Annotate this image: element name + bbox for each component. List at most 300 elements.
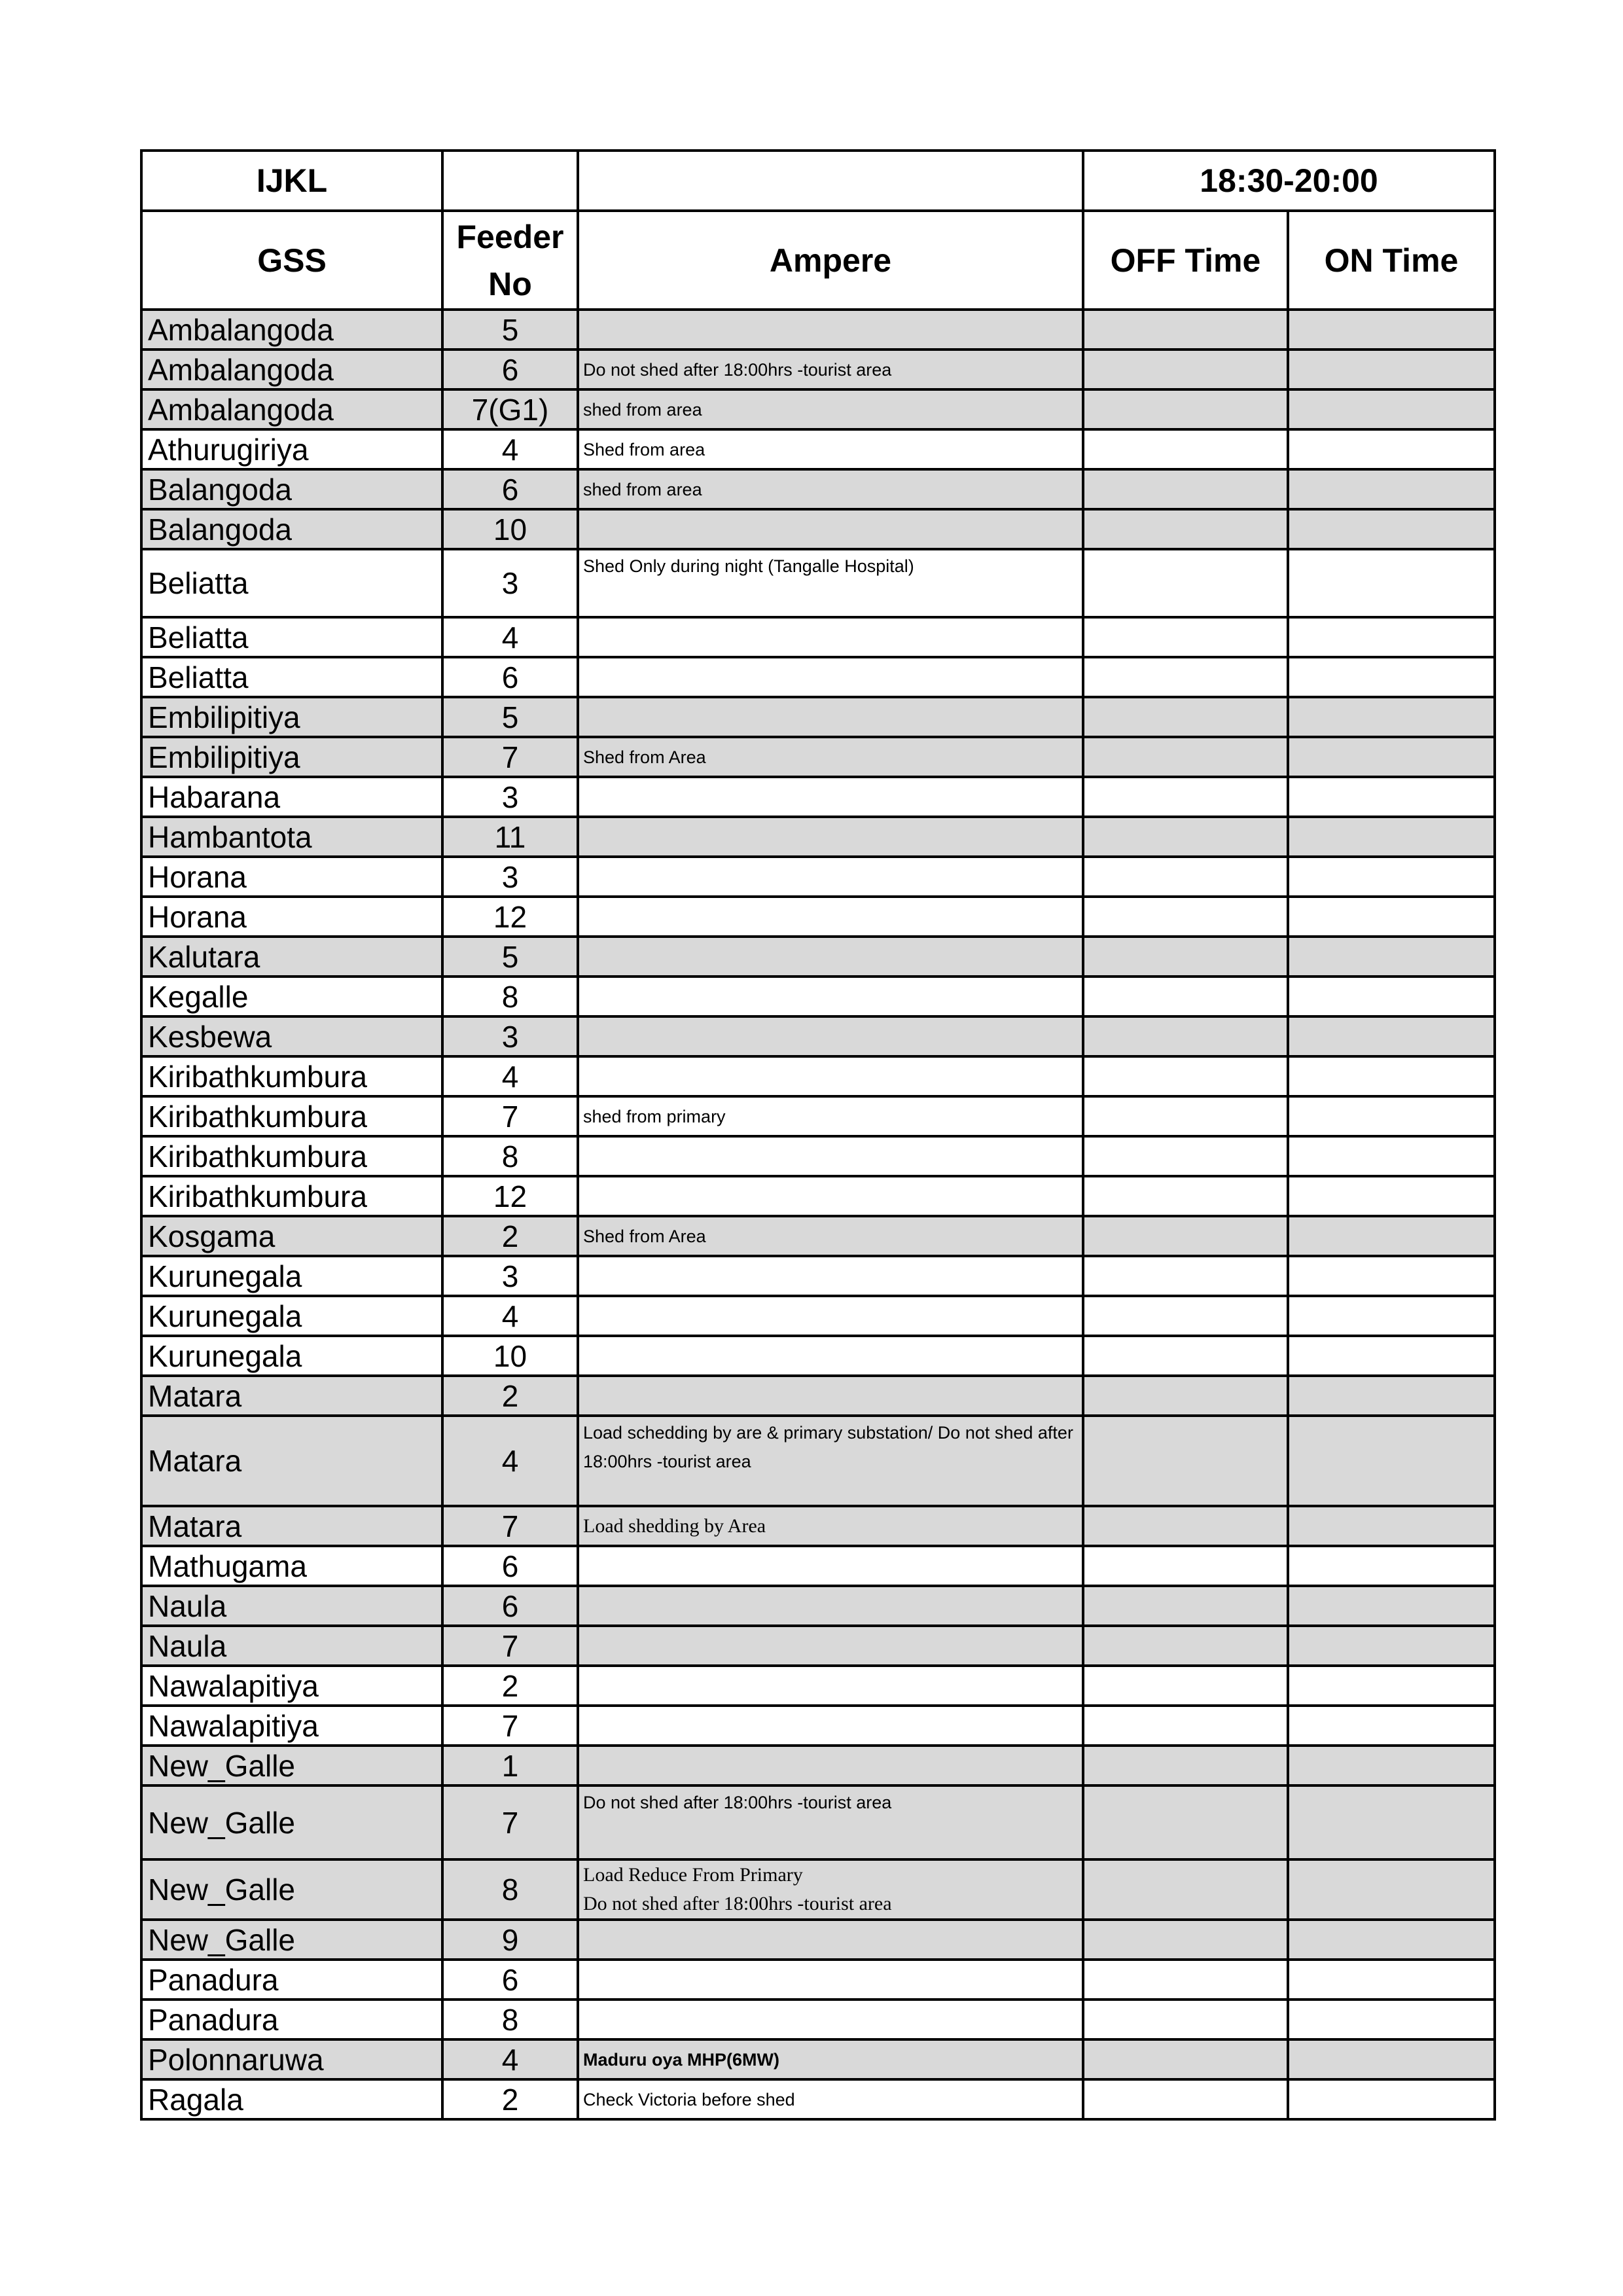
ampere-note: Shed from Area: [583, 1226, 706, 1246]
off-time-cell: [1083, 1336, 1288, 1376]
gss-name: New_Galle: [148, 1805, 295, 1840]
gss-name: Embilipitiya: [148, 700, 300, 734]
gss-cell: [141, 1666, 442, 1706]
feeder-no-cell: [442, 1216, 578, 1256]
gss-name: Panadura: [148, 2002, 279, 2037]
table-row: [141, 1626, 1495, 1666]
feeder-no: 2: [501, 2082, 519, 2117]
table-row: [141, 977, 1495, 1016]
off-time-cell: [1083, 1096, 1288, 1136]
on-time-cell: [1288, 1336, 1495, 1376]
gss-cell: [141, 2079, 442, 2119]
gss-name: Panadura: [148, 1962, 279, 1997]
feeder-no: 7: [501, 1805, 519, 1840]
feeder-no-cell: [442, 697, 578, 737]
gss-name: Horana: [148, 899, 247, 934]
ampere-cell: [578, 1176, 1083, 1216]
gss-cell: [141, 737, 442, 777]
off-time-cell: [1083, 1626, 1288, 1666]
on-time-cell: [1288, 777, 1495, 817]
ampere-cell: [578, 697, 1083, 737]
table-row: [141, 1920, 1495, 1960]
table-row: [141, 657, 1495, 697]
ampere-cell: [578, 429, 1083, 469]
feeder-no-cell: [442, 429, 578, 469]
off-time-cell: [1083, 937, 1288, 977]
gss-cell: [141, 1096, 442, 1136]
gss-cell: [141, 1546, 442, 1586]
gss-name: Matara: [148, 1509, 242, 1543]
feeder-no: 1: [501, 1748, 519, 1783]
gss-name: Kiribathkumbura: [148, 1139, 367, 1174]
on-time-cell: [1288, 1920, 1495, 1960]
ampere-cell: [578, 1416, 1083, 1506]
gss-cell: [141, 1706, 442, 1746]
feeder-no-cell: [442, 1586, 578, 1626]
on-time-cell: [1288, 389, 1495, 429]
gss-cell: [141, 897, 442, 937]
off-time-cell: [1083, 1256, 1288, 1296]
ampere-cell: [578, 1136, 1083, 1176]
time-slot-cell: [1083, 151, 1495, 211]
ampere-cell: [578, 549, 1083, 617]
ampere-cell: [578, 2039, 1083, 2079]
feeder-no-cell: [442, 1296, 578, 1336]
gss-cell: [141, 389, 442, 429]
off-time-cell: [1083, 1920, 1288, 1960]
ampere-cell: [578, 1056, 1083, 1096]
gss-cell: [141, 1746, 442, 1785]
ampere-cell: [578, 2079, 1083, 2119]
feeder-no: 4: [501, 1059, 519, 1094]
ampere-cell: [578, 1216, 1083, 1256]
feeder-no: 7: [501, 1708, 519, 1743]
gss-name: Nawalapitiya: [148, 1668, 319, 1703]
off-time-cell: [1083, 657, 1288, 697]
off-time-cell: [1083, 310, 1288, 350]
off-time-cell: [1083, 1506, 1288, 1546]
column-header-off-time-label: OFF Time: [1110, 242, 1261, 279]
feeder-no-cell: [442, 549, 578, 617]
on-time-cell: [1288, 697, 1495, 737]
table-row: [141, 897, 1495, 937]
on-time-cell: [1288, 1785, 1495, 1859]
table-row: [141, 1336, 1495, 1376]
ampere-note: Shed from area: [583, 439, 705, 459]
gss-name: Balangoda: [148, 472, 292, 507]
gss-cell: [141, 1960, 442, 2000]
table-row: [141, 1666, 1495, 1706]
feeder-no: 8: [501, 979, 519, 1014]
feeder-no-cell: [442, 1056, 578, 1096]
gss-name: Balangoda: [148, 512, 292, 547]
feeder-no: 7: [501, 740, 519, 774]
off-time-cell: [1083, 897, 1288, 937]
column-header-ampere: [578, 211, 1083, 310]
table-row: [141, 857, 1495, 897]
gss-name: Kalutara: [148, 939, 260, 974]
gss-cell: [141, 1416, 442, 1506]
on-time-cell: [1288, 2039, 1495, 2079]
feeder-no: 11: [494, 819, 526, 854]
feeder-no-cell: [442, 737, 578, 777]
on-time-cell: [1288, 1546, 1495, 1586]
on-time-cell: [1288, 1666, 1495, 1706]
gss-cell: [141, 857, 442, 897]
on-time-cell: [1288, 1376, 1495, 1416]
gss-name: Athurugiriya: [148, 432, 309, 467]
gss-cell: [141, 1626, 442, 1666]
feeder-no: 6: [501, 1588, 519, 1623]
off-time-cell: [1083, 469, 1288, 509]
group-title: IJKL: [256, 162, 328, 199]
feeder-no: 7: [501, 1509, 519, 1543]
off-time-cell: [1083, 1785, 1288, 1859]
feeder-no: 6: [501, 660, 519, 694]
table-row: [141, 937, 1495, 977]
gss-cell: [141, 1920, 442, 1960]
off-time-cell: [1083, 1056, 1288, 1096]
column-header-feeder-no-label: Feeder No: [456, 218, 564, 302]
feeder-no-cell: [442, 1416, 578, 1506]
gss-name: Habarana: [148, 780, 281, 814]
gss-cell: [141, 1056, 442, 1096]
gss-cell: [141, 617, 442, 657]
ampere-cell: [578, 2000, 1083, 2039]
feeder-no-cell: [442, 1859, 578, 1920]
table-row: [141, 1296, 1495, 1336]
off-time-cell: [1083, 350, 1288, 389]
feeder-no: 2: [501, 1668, 519, 1703]
table-row: [141, 737, 1495, 777]
feeder-no: 6: [501, 352, 519, 387]
feeder-no: 4: [501, 620, 519, 655]
ampere-cell: [578, 310, 1083, 350]
ampere-cell: [578, 1016, 1083, 1056]
feeder-no-cell: [442, 1376, 578, 1416]
feeder-no-cell: [442, 1506, 578, 1546]
off-time-cell: [1083, 1666, 1288, 1706]
on-time-cell: [1288, 737, 1495, 777]
ampere-note: Shed Only during night (Tangalle Hospital): [583, 556, 914, 576]
on-time-cell: [1288, 977, 1495, 1016]
gss-name: New_Galle: [148, 1922, 295, 1957]
column-header-feeder-no: [442, 211, 578, 310]
column-header-on-time-label: ON Time: [1324, 242, 1459, 279]
ampere-cell: [578, 389, 1083, 429]
gss-name: Matara: [148, 1444, 242, 1478]
on-time-cell: [1288, 1416, 1495, 1506]
on-time-cell: [1288, 897, 1495, 937]
feeder-no-cell: [442, 1096, 578, 1136]
gss-cell: [141, 1216, 442, 1256]
gss-cell: [141, 1859, 442, 1920]
gss-name: Ambalangoda: [148, 352, 334, 387]
gss-name: Kesbewa: [148, 1019, 272, 1054]
gss-name: Kosgama: [148, 1219, 276, 1253]
off-time-cell: [1083, 617, 1288, 657]
gss-cell: [141, 1256, 442, 1296]
ampere-note: shed from primary: [583, 1106, 726, 1126]
feeder-no: 7: [501, 1628, 519, 1663]
off-time-cell: [1083, 2039, 1288, 2079]
feeder-no: 12: [493, 899, 527, 934]
ampere-note: shed from area: [583, 479, 702, 499]
gss-name: Horana: [148, 859, 247, 894]
off-time-cell: [1083, 857, 1288, 897]
off-time-cell: [1083, 389, 1288, 429]
feeder-no-cell: [442, 1920, 578, 1960]
table-row: [141, 1859, 1495, 1920]
table-row: [141, 817, 1495, 857]
gss-name: Kegalle: [148, 979, 249, 1014]
feeder-no: 10: [493, 1338, 527, 1373]
feeder-no: 5: [501, 312, 519, 347]
ampere-cell: [578, 777, 1083, 817]
ampere-note: Load Reduce From Primary Do not shed after 18:00hrs -tourist area: [583, 1864, 892, 1914]
gss-name: Beliatta: [148, 660, 249, 694]
header-blank-cell: [442, 151, 578, 211]
gss-cell: [141, 1296, 442, 1336]
off-time-cell: [1083, 697, 1288, 737]
gss-name: Nawalapitiya: [148, 1708, 319, 1743]
on-time-cell: [1288, 1506, 1495, 1546]
gss-cell: [141, 1506, 442, 1546]
feeder-no-cell: [442, 509, 578, 549]
table-row: [141, 469, 1495, 509]
on-time-cell: [1288, 549, 1495, 617]
table-row: [141, 1746, 1495, 1785]
ampere-cell: [578, 1960, 1083, 2000]
gss-name: Kiribathkumbura: [148, 1099, 367, 1134]
feeder-no-cell: [442, 857, 578, 897]
gss-cell: [141, 1586, 442, 1626]
on-time-cell: [1288, 469, 1495, 509]
feeder-no-cell: [442, 1666, 578, 1706]
ampere-note: Do not shed after 18:00hrs -tourist area: [583, 1793, 892, 1812]
feeder-no-cell: [442, 1136, 578, 1176]
gss-cell: [141, 1176, 442, 1216]
gss-cell: [141, 469, 442, 509]
off-time-cell: [1083, 977, 1288, 1016]
on-time-cell: [1288, 1016, 1495, 1056]
ampere-cell: [578, 1296, 1083, 1336]
off-time-cell: [1083, 1859, 1288, 1920]
header-row-group-time: [141, 151, 1495, 211]
gss-cell: [141, 817, 442, 857]
ampere-note: Load schedding by are & primary substation/ Do not shed after 18:00hrs -tourist area: [583, 1423, 1073, 1471]
header-blank-cell: [578, 151, 1083, 211]
table-row: [141, 1960, 1495, 2000]
gss-cell: [141, 977, 442, 1016]
feeder-no-cell: [442, 937, 578, 977]
on-time-cell: [1288, 310, 1495, 350]
time-slot: 18:30-20:00: [1200, 162, 1378, 199]
gss-name: Beliatta: [148, 620, 249, 655]
gss-name: Kiribathkumbura: [148, 1059, 367, 1094]
feeder-no: 12: [493, 1179, 527, 1213]
gss-name: New_Galle: [148, 1873, 295, 1907]
table-row: [141, 1256, 1495, 1296]
ampere-cell: [578, 817, 1083, 857]
ampere-cell: [578, 1336, 1083, 1376]
feeder-no-cell: [442, 977, 578, 1016]
feeder-no-cell: [442, 1176, 578, 1216]
gss-name: Naula: [148, 1628, 227, 1663]
ampere-cell: [578, 1785, 1083, 1859]
feeder-no-cell: [442, 1746, 578, 1785]
feeder-no: 5: [501, 939, 519, 974]
gss-cell: [141, 1136, 442, 1176]
gss-cell: [141, 429, 442, 469]
feeder-no: 4: [501, 432, 519, 467]
off-time-cell: [1083, 509, 1288, 549]
ampere-cell: [578, 1586, 1083, 1626]
on-time-cell: [1288, 817, 1495, 857]
gss-cell: [141, 777, 442, 817]
feeder-no-cell: [442, 817, 578, 857]
gss-name: Kurunegala: [148, 1338, 302, 1373]
gss-name: Kiribathkumbura: [148, 1179, 367, 1213]
gss-name: Ragala: [148, 2082, 243, 2117]
table-row: [141, 389, 1495, 429]
on-time-cell: [1288, 1136, 1495, 1176]
feeder-no-cell: [442, 469, 578, 509]
ampere-cell: [578, 1920, 1083, 1960]
table-row: [141, 310, 1495, 350]
table-row: [141, 1506, 1495, 1546]
ampere-note: Do not shed after 18:00hrs -tourist area: [583, 359, 892, 380]
gss-cell: [141, 2039, 442, 2079]
off-time-cell: [1083, 1296, 1288, 1336]
header-row-columns: [141, 211, 1495, 310]
on-time-cell: [1288, 509, 1495, 549]
gss-cell: [141, 509, 442, 549]
on-time-cell: [1288, 1216, 1495, 1256]
column-header-off-time: [1083, 211, 1288, 310]
feeder-no-cell: [442, 2039, 578, 2079]
ampere-cell: [578, 1096, 1083, 1136]
off-time-cell: [1083, 1176, 1288, 1216]
ampere-cell: [578, 857, 1083, 897]
off-time-cell: [1083, 2000, 1288, 2039]
feeder-no-cell: [442, 1546, 578, 1586]
ampere-cell: [578, 937, 1083, 977]
on-time-cell: [1288, 1859, 1495, 1920]
table-row: [141, 1416, 1495, 1506]
gss-cell: [141, 1785, 442, 1859]
ampere-cell: [578, 350, 1083, 389]
feeder-no-cell: [442, 1336, 578, 1376]
feeder-no: 3: [501, 1019, 519, 1054]
on-time-cell: [1288, 1296, 1495, 1336]
feeder-no-cell: [442, 1706, 578, 1746]
table-row: [141, 509, 1495, 549]
ampere-note: Load shedding by Area: [583, 1515, 766, 1537]
feeder-no: 7(G1): [471, 392, 549, 427]
off-time-cell: [1083, 549, 1288, 617]
gss-cell: [141, 549, 442, 617]
feeder-no: 6: [501, 472, 519, 507]
off-time-cell: [1083, 1546, 1288, 1586]
off-time-cell: [1083, 1376, 1288, 1416]
feeder-no: 9: [501, 1922, 519, 1957]
off-time-cell: [1083, 1706, 1288, 1746]
on-time-cell: [1288, 1256, 1495, 1296]
feeder-no-cell: [442, 1626, 578, 1666]
column-header-ampere-label: Ampere: [769, 242, 892, 279]
gss-cell: [141, 697, 442, 737]
feeder-no-cell: [442, 2000, 578, 2039]
feeder-no-cell: [442, 1016, 578, 1056]
on-time-cell: [1288, 937, 1495, 977]
column-header-gss: [141, 211, 442, 310]
gss-name: Ambalangoda: [148, 312, 334, 347]
table-row: [141, 1136, 1495, 1176]
ampere-cell: [578, 737, 1083, 777]
on-time-cell: [1288, 857, 1495, 897]
ampere-note: Maduru oya MHP(6MW): [583, 2049, 779, 2070]
table-row: [141, 1056, 1495, 1096]
table-row: [141, 617, 1495, 657]
gss-name: Naula: [148, 1588, 227, 1623]
table-row: [141, 697, 1495, 737]
gss-name: New_Galle: [148, 1748, 295, 1783]
feeder-no: 4: [501, 2042, 519, 2077]
feeder-no: 10: [493, 512, 527, 547]
table-row: [141, 2039, 1495, 2079]
feeder-no: 7: [501, 1099, 519, 1134]
feeder-no-cell: [442, 2079, 578, 2119]
ampere-cell: [578, 1666, 1083, 1706]
table-row: [141, 350, 1495, 389]
feeder-no: 5: [501, 700, 519, 734]
gss-name: Kurunegala: [148, 1259, 302, 1293]
ampere-cell: [578, 1746, 1083, 1785]
gss-name: Beliatta: [148, 566, 249, 600]
ampere-cell: [578, 1546, 1083, 1586]
on-time-cell: [1288, 1586, 1495, 1626]
on-time-cell: [1288, 2000, 1495, 2039]
gss-cell: [141, 937, 442, 977]
feeder-no: 3: [501, 1259, 519, 1293]
table-row: [141, 429, 1495, 469]
off-time-cell: [1083, 1960, 1288, 2000]
on-time-cell: [1288, 1706, 1495, 1746]
gss-name: Polonnaruwa: [148, 2042, 324, 2077]
feeder-no-cell: [442, 617, 578, 657]
on-time-cell: [1288, 1176, 1495, 1216]
gss-name: Embilipitiya: [148, 740, 300, 774]
table-row: [141, 1546, 1495, 1586]
gss-name: Kurunegala: [148, 1299, 302, 1333]
ampere-cell: [578, 1706, 1083, 1746]
feeder-no: 8: [501, 1139, 519, 1174]
column-header-on-time: [1288, 211, 1495, 310]
off-time-cell: [1083, 1016, 1288, 1056]
ampere-cell: [578, 1256, 1083, 1296]
on-time-cell: [1288, 1746, 1495, 1785]
off-time-cell: [1083, 1136, 1288, 1176]
off-time-cell: [1083, 817, 1288, 857]
feeder-no: 3: [501, 566, 519, 600]
on-time-cell: [1288, 1960, 1495, 2000]
ampere-note: Check Victoria before shed: [583, 2089, 795, 2109]
feeder-no-cell: [442, 1785, 578, 1859]
gss-cell: [141, 350, 442, 389]
group-title-cell: [141, 151, 442, 211]
gss-cell: [141, 1336, 442, 1376]
